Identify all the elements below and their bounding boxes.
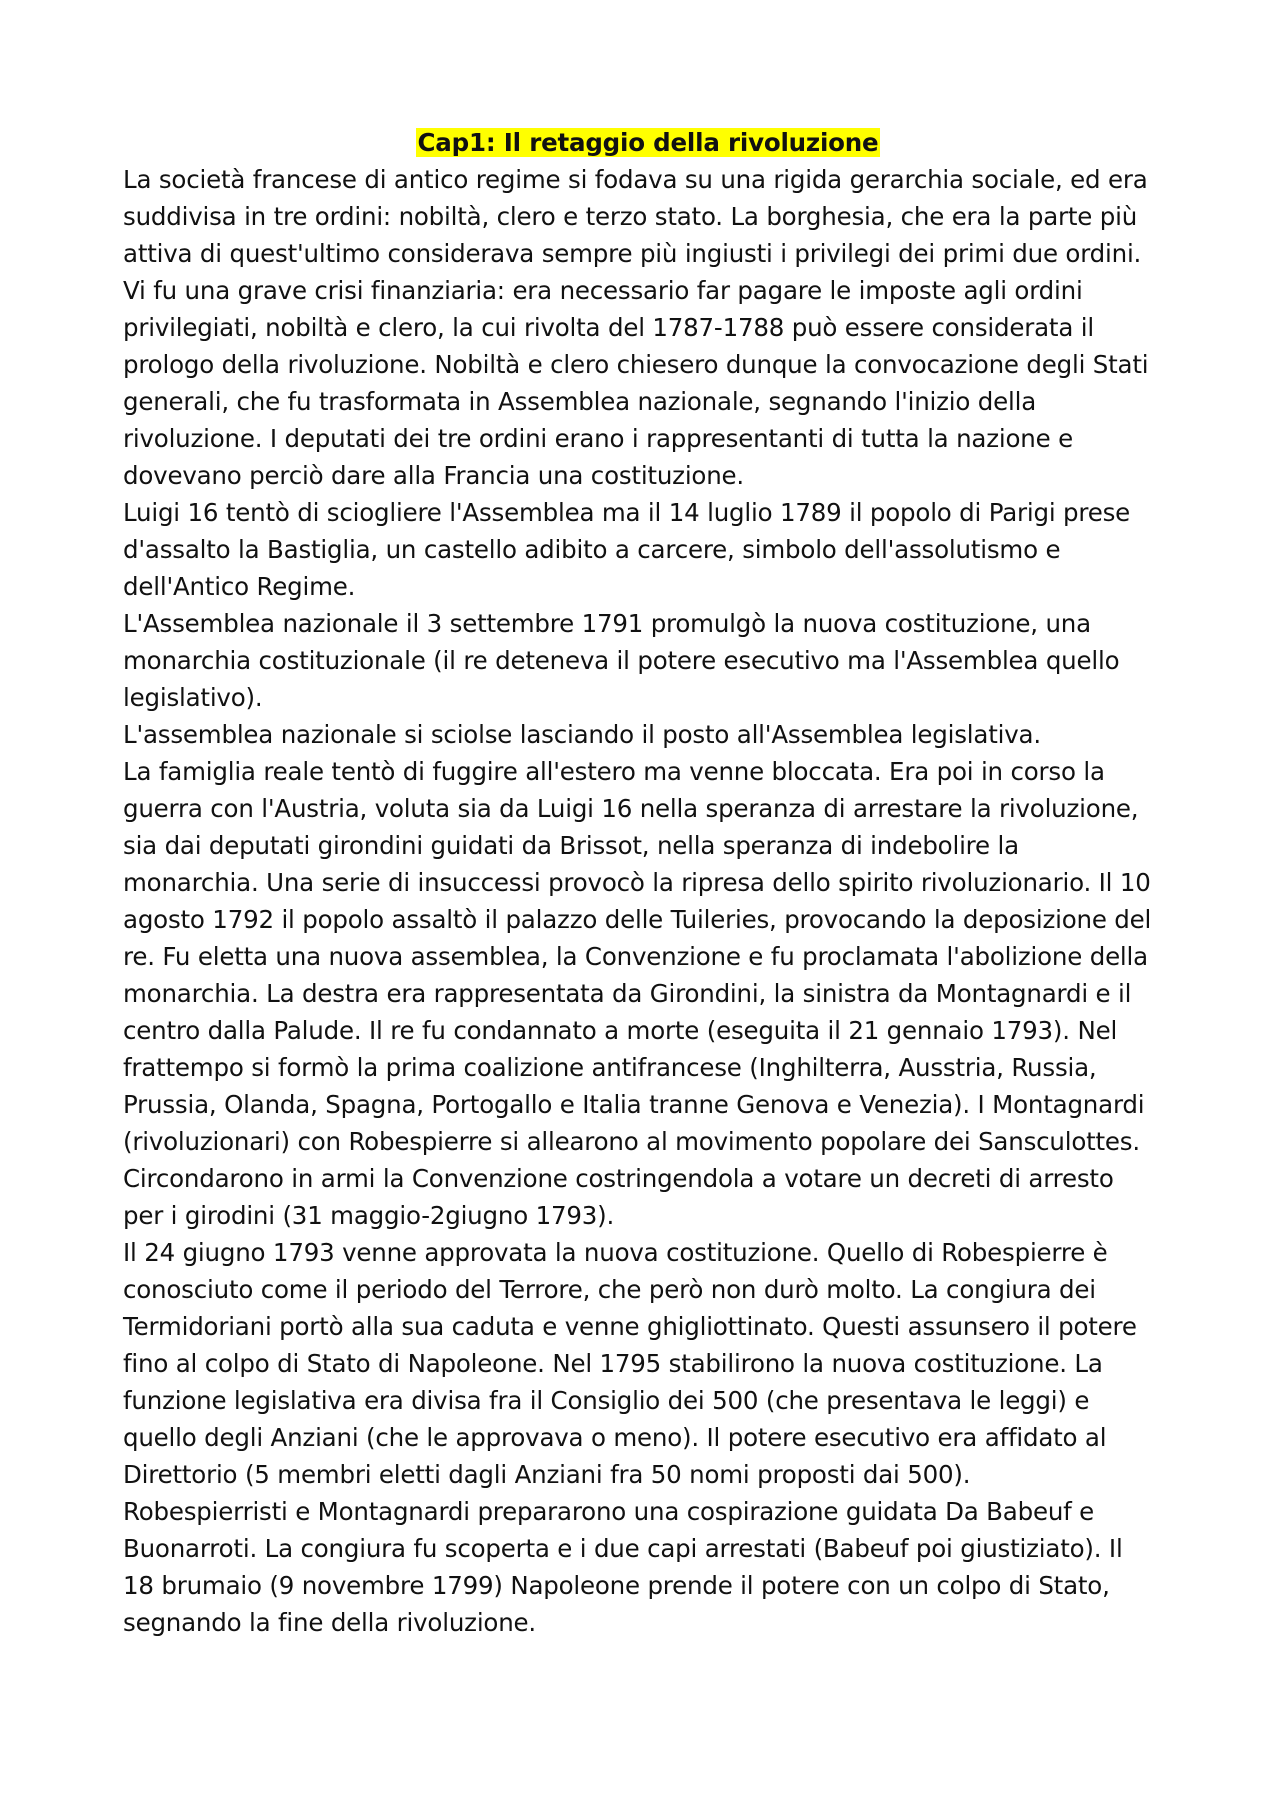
text-line: re. Fu eletta una nuova assemblea, la Convenzione e fu proclamata l'abolizione della [123, 942, 1148, 971]
text-line: sia dai deputati girondini guidati da Brissot, nella speranza di indebolire la [123, 831, 1019, 860]
text-line: Luigi 16 tentò di sciogliere l'Assemblea ma il 14 luglio 1789 il popolo di Parigi prese [123, 498, 1131, 527]
text-line: Buonarroti. La congiura fu scoperta e i due capi arrestati (Babeuf poi giustiziato). Il [123, 1534, 1123, 1563]
text-line: frattempo si formò la prima coalizione antifrancese (Inghilterra, Ausstria, Russia, [123, 1053, 1097, 1082]
text-line: agosto 1792 il popolo assaltò il palazzo delle Tuileries, provocando la deposizione del [123, 905, 1152, 934]
text-line: L'Assemblea nazionale il 3 settembre 1791 promulgò la nuova costituzione, una [123, 609, 1091, 638]
text-line: prologo della rivoluzione. Nobiltà e clero chiesero dunque la convocazione degli Stati [123, 350, 1149, 379]
text-line: attiva di quest'ultimo considerava sempre più ingiusti i privilegi dei primi due ordini. [123, 239, 1142, 268]
text-line: Termidoriani portò alla sua caduta e venne ghigliottinato. Questi assunsero il potere [123, 1312, 1137, 1341]
text-line: per i girodini (31 maggio-2giugno 1793). [123, 1201, 615, 1230]
text-line: quello degli Anziani (che le approvava o meno). Il potere esecutivo era affidato al [123, 1423, 1107, 1452]
text-line: Vi fu una grave crisi finanziaria: era necessario far pagare le imposte agli ordini [123, 276, 1083, 305]
text-line: centro dalla Palude. Il re fu condannato a morte (eseguita il 21 gennaio 1793). Nel [123, 1016, 1118, 1045]
text-line: monarchia. La destra era rappresentata da Girondini, la sinistra da Montagnardi e il [123, 979, 1132, 1008]
text-line: rivoluzione. I deputati dei tre ordini erano i rappresentanti di tutta la nazione e [123, 424, 1073, 453]
text-line: La famiglia reale tentò di fuggire all'estero ma venne bloccata. Era poi in corso la [123, 757, 1105, 786]
text-line: suddivisa in tre ordini: nobiltà, clero e terzo stato. La borghesia, che era la parte più [123, 202, 1138, 231]
text-line: d'assalto la Bastiglia, un castello adibito a carcere, simbolo dell'assolutismo e [123, 535, 1061, 564]
document-body [123, 124, 1173, 1641]
text-line: conosciuto come il periodo del Terrore, che però non durò molto. La congiura dei [123, 1275, 1096, 1304]
paragraph-text [123, 161, 1173, 1641]
text-line: funzione legislativa era divisa fra il Consiglio dei 500 (che presentava le leggi) e [123, 1386, 1090, 1415]
text-line: segnando la fine della rivoluzione. [123, 1608, 537, 1637]
text-line: 18 brumaio (9 novembre 1799) Napoleone prende il potere con un colpo di Stato, [123, 1571, 1110, 1600]
text-line: fino al colpo di Stato di Napoleone. Nel 1795 stabilirono la nuova costituzione. La [123, 1349, 1103, 1378]
text-line: dell'Antico Regime. [123, 572, 356, 601]
text-line: La società francese di antico regime si fodava su una rigida gerarchia sociale, ed era [123, 165, 1148, 194]
text-line: monarchia costituzionale (il re deteneva il potere esecutivo ma l'Assemblea quello [123, 646, 1120, 675]
text-line: Il 24 giugno 1793 venne approvata la nuova costituzione. Quello di Robespierre è [123, 1238, 1108, 1267]
text-line: generali, che fu trasformata in Assemblea nazionale, segnando l'inizio della [123, 387, 1037, 416]
text-line: dovevano perciò dare alla Francia una costituzione. [123, 461, 745, 490]
text-line: L'assemblea nazionale si sciolse lasciando il posto all'Assemblea legislativa. [123, 720, 1041, 749]
text-line: Circondarono in armi la Convenzione costringendola a votare un decreti di arresto [123, 1164, 1114, 1193]
text-line: guerra con l'Austria, voluta sia da Luigi 16 nella speranza di arrestare la rivoluzione, [123, 794, 1139, 823]
title-container [123, 124, 1173, 161]
text-line: Direttorio (5 membri eletti dagli Anziani fra 50 nomi proposti dai 500). [123, 1460, 971, 1489]
text-line: Robespierristi e Montagnardi prepararono una cospirazione guidata Da Babeuf e [123, 1497, 1095, 1526]
text-line: privilegiati, nobiltà e clero, la cui rivolta del 1787-1788 può essere considerata il [123, 313, 1094, 342]
text-line: (rivoluzionari) con Robespierre si allearono al movimento popolare dei Sansculottes. [123, 1127, 1140, 1156]
text-line: legislativo). [123, 683, 263, 712]
text-line: Prussia, Olanda, Spagna, Portogallo e Italia tranne Genova e Venezia). I Montagnardi [123, 1090, 1145, 1119]
document-title: Cap1: Il retaggio della rivoluzione [417, 128, 879, 157]
text-line: monarchia. Una serie di insuccessi provocò la ripresa dello spirito rivoluzionario. Il 10 [123, 868, 1151, 897]
